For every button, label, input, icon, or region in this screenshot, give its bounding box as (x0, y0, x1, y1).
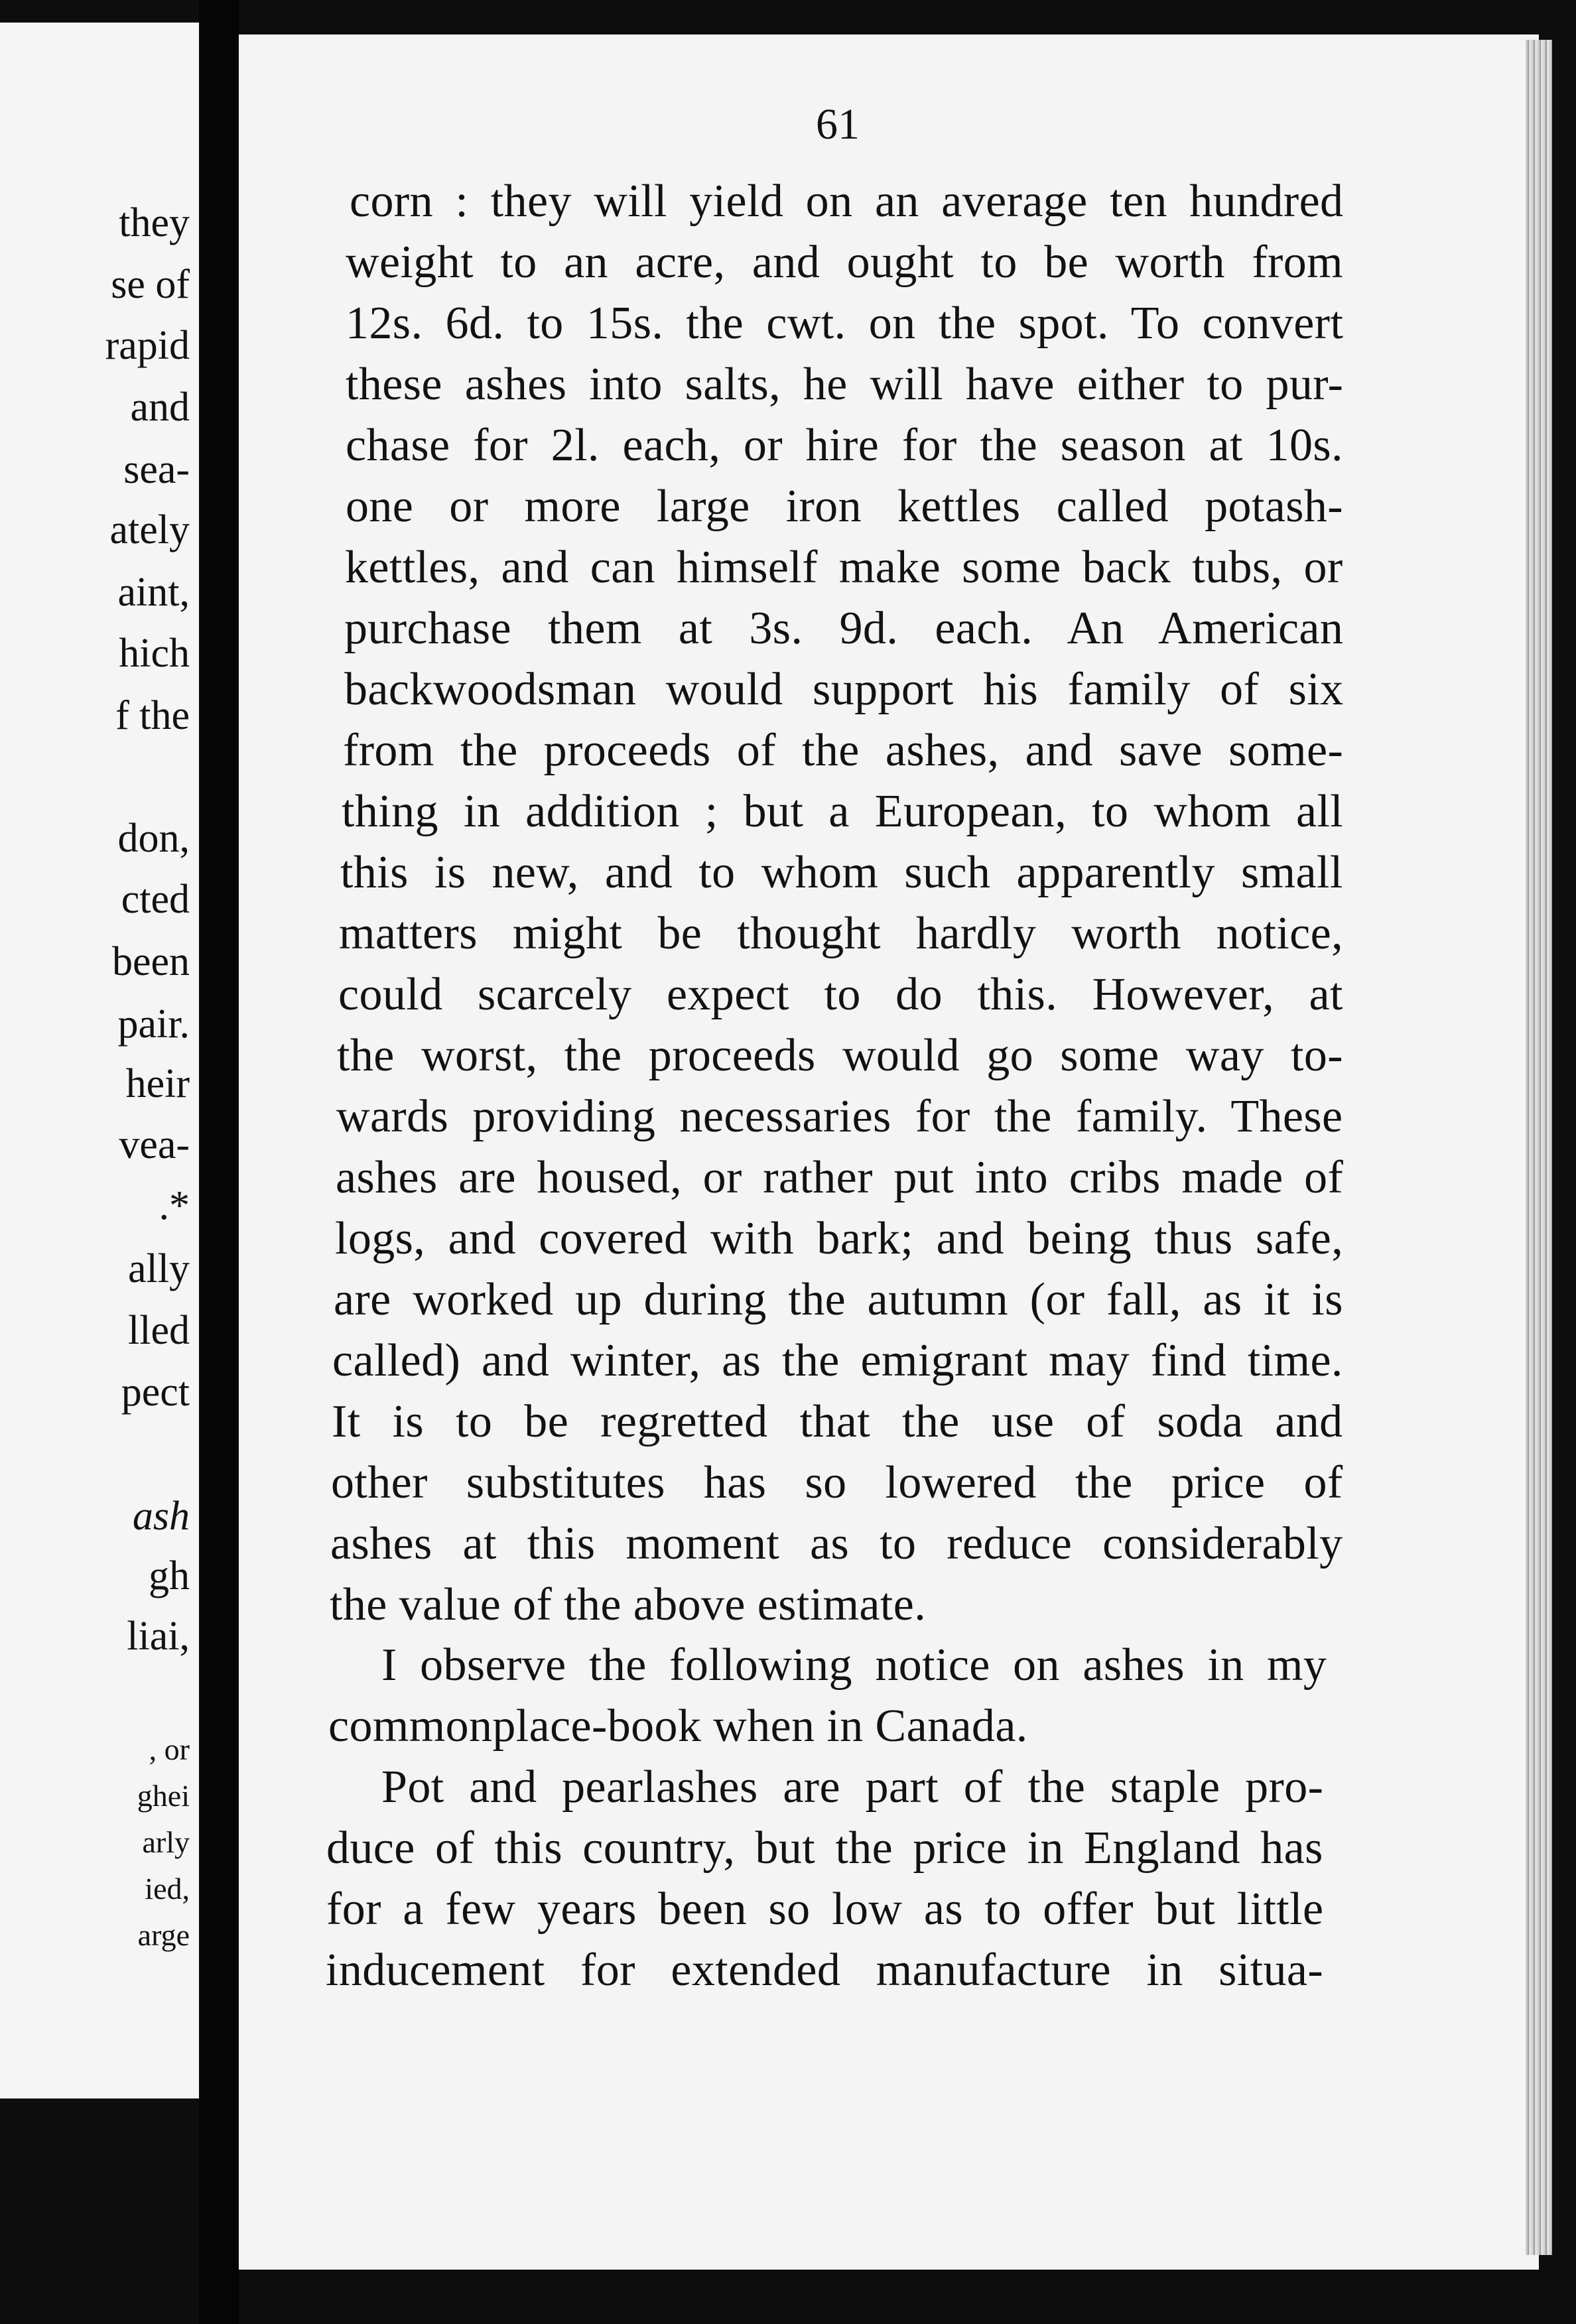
text-line: kettles, and can himself make some back tubs, or (345, 542, 1343, 593)
left-page-fragment: rapid (105, 323, 190, 368)
left-page-fragment: .* (159, 1183, 190, 1228)
left-page-fragment: they (119, 200, 190, 245)
text-line: these ashes into salts, he will have either to pur- (346, 359, 1344, 410)
text-line: for a few years been so low as to offer but little (326, 1884, 1324, 1935)
text-line: are worked up during the autumn (or fall, as it is (334, 1274, 1343, 1325)
text-line: thing in addition ; but a European, to whom all (342, 786, 1344, 837)
left-page-fragment: sea- (123, 447, 190, 492)
left-page-fragment: ately (109, 507, 190, 552)
text-line: this is new, and to whom such apparently small (340, 847, 1343, 898)
text-line: wards providing necessaries for the family. These (336, 1091, 1343, 1142)
text-line: chase for 2l. each, or hire for the season at 10s. (346, 420, 1343, 471)
text-line: duce of this country, but the price in England has (326, 1823, 1323, 1874)
left-page-fragment: ied, (145, 1872, 190, 1905)
left-page-fragment: lled (128, 1308, 190, 1353)
text-line: from the proceeds of the ashes, and save some- (343, 725, 1344, 776)
text-line: could scarcely expect to do this. However, at (338, 969, 1343, 1020)
text-line: backwoodsman would support his family of six (344, 664, 1344, 715)
text-line: ashes are housed, or rather put into cribs made of (336, 1152, 1344, 1203)
left-page-fragment: se of (111, 262, 190, 307)
left-page-fragment: ally (128, 1246, 190, 1291)
left-page-fragment: cted (121, 877, 190, 922)
left-page-fragment: hich (119, 631, 190, 676)
left-page-fragment: been (111, 939, 190, 984)
text-line: corn : they will yield on an average ten hundred (350, 176, 1344, 227)
text-line: one or more large iron kettles called potash- (346, 481, 1343, 532)
text-line: logs, and covered with bark; and being thus safe, (335, 1213, 1344, 1264)
text-line: the value of the above estimate. (330, 1579, 927, 1630)
text-line: weight to an acre, and ought to be worth from (346, 237, 1343, 288)
text-line: matters might be thought hardly worth notice, (339, 908, 1344, 959)
book-gutter (199, 0, 239, 2324)
left-page-fragment: vea- (119, 1122, 190, 1167)
text-line: called) and winter, as the emigrant may find time. (332, 1335, 1343, 1386)
left-page-fragment: and (130, 385, 190, 430)
left-page-fragment: liai, (127, 1614, 190, 1659)
text-line: ashes at this moment as to reduce considerably (330, 1518, 1343, 1569)
text-line: 12s. 6d. to 15s. the cwt. on the spot. To convert (346, 298, 1344, 349)
left-page-fragment: pect (121, 1370, 190, 1415)
left-page-fragment: ash (132, 1494, 190, 1539)
left-page-fragment: heir (125, 1061, 190, 1106)
text-line: commonplace-book when in Canada. (328, 1701, 1028, 1752)
text-line: Pot and pearlashes are part of the staple pro- (381, 1762, 1324, 1813)
left-page-fragment: gh (149, 1553, 190, 1598)
text-line: inducement for extended manufacture in situa- (326, 1945, 1324, 1996)
text-line: purchase them at 3s. 9d. each. An American (344, 603, 1344, 654)
left-page-fragment: don, (117, 816, 190, 861)
page-number: 61 (816, 100, 860, 149)
left-page-fragment: ghei (137, 1779, 190, 1813)
left-page-fragment: , or (149, 1732, 190, 1766)
left-page (0, 23, 199, 2098)
left-page-fragment: aint, (117, 570, 190, 615)
left-page-fragment: arge (137, 1918, 190, 1952)
left-page-fragment: arly (142, 1825, 190, 1859)
text-line: I observe the following notice on ashes in my (381, 1640, 1327, 1691)
page-edge (1526, 40, 1552, 2255)
text-line: the worst, the proceeds would go some way to- (337, 1030, 1343, 1081)
left-page-fragment: pair. (117, 1001, 190, 1047)
left-page-fragment: f the (115, 693, 190, 738)
text-line: It is to be regretted that the use of soda and (332, 1396, 1343, 1447)
text-line: other substitutes has so lowered the price of (331, 1457, 1343, 1508)
